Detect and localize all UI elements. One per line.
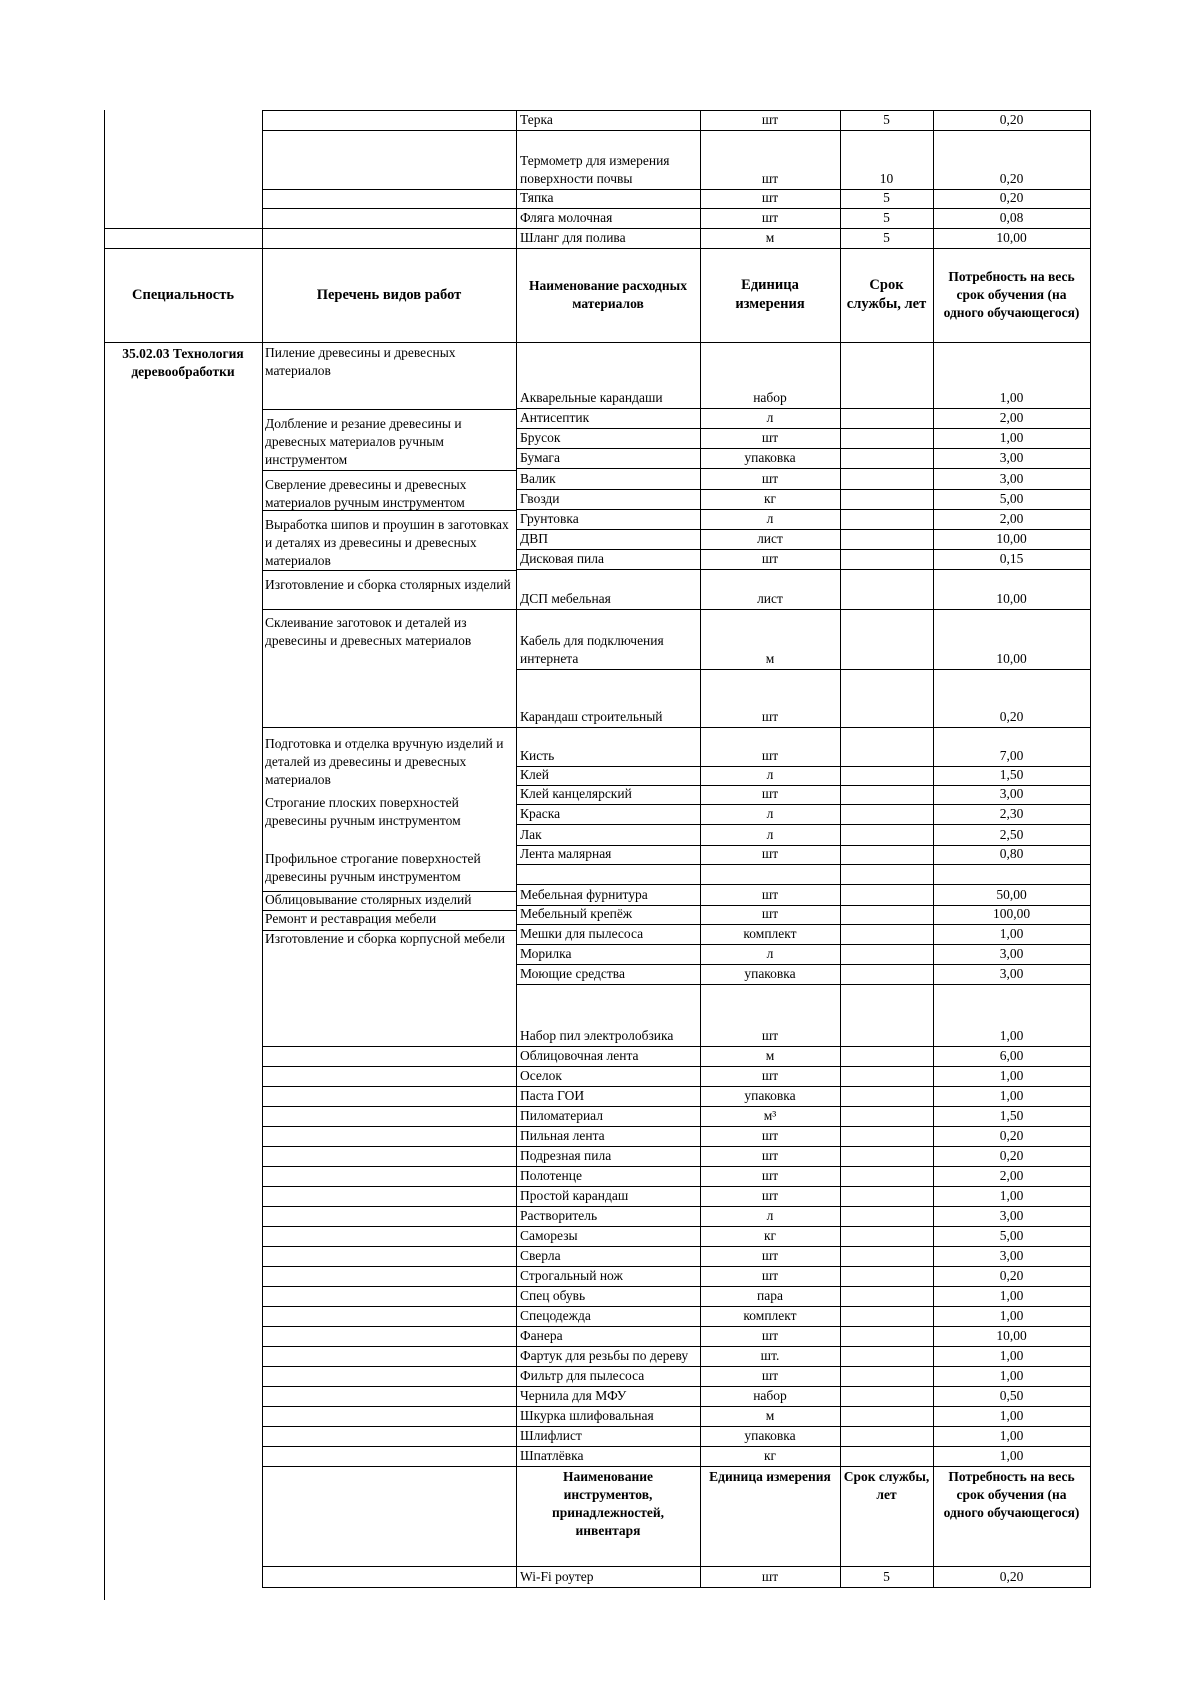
row-rule [262,1326,517,1327]
unit-cell: шт [761,748,779,763]
material-name: Облицовочная лента [520,1048,639,1063]
column-rule [1090,110,1091,248]
requirement-cell: 0,20 [999,112,1024,127]
requirement-cell: 2,00 [999,410,1024,425]
work-type-11: Ремонт и реставрация мебели [265,911,437,926]
tools-header-service-life: Срок службы, лет [843,1469,930,1502]
requirement-cell: 1,00 [999,926,1024,941]
requirement-cell: 1,00 [999,1288,1024,1303]
service-life-cell: 5 [883,1569,890,1584]
material-name: Паста ГОИ [520,1088,585,1103]
material-name: Оселок [520,1068,562,1083]
material-name: Кисть [520,748,555,763]
row-rule [516,864,1091,865]
row-rule [262,1186,517,1187]
row-rule [262,1587,1091,1588]
row-rule [262,1426,517,1427]
requirement-cell: 1,00 [999,1088,1024,1103]
column-rule [516,110,517,248]
unit-cell: упаковка [744,1088,796,1103]
material-name: Саморезы [520,1228,578,1243]
requirement-cell: 3,00 [999,450,1024,465]
material-name: Терка [520,112,553,127]
material-name: Шланг для полива [520,230,626,245]
row-rule [262,1066,517,1067]
material-name: Морилка [520,946,572,961]
requirement-cell: 10,00 [996,651,1027,666]
material-name: Чернила для МФУ [520,1388,627,1403]
row-rule [262,1466,517,1467]
service-life-cell: 5 [883,230,890,245]
unit-cell: л [766,827,774,842]
unit-cell: шт [761,887,779,902]
material-name: Грунтовка [520,511,579,526]
column-rule [840,342,841,1587]
material-name: Фанера [520,1328,563,1343]
unit-cell: кг [763,491,777,506]
row-rule [262,1226,517,1227]
unit-cell: шт [761,471,779,486]
column-rule [516,342,517,1587]
material-name: Фляга молочная [520,210,613,225]
unit-cell: шт [761,430,779,445]
unit-cell: л [766,946,774,961]
unit-cell: шт [761,1368,779,1383]
work-type-7: Подготовка и отделка вручную изделий и деталей из древесины и древесных материалов [265,736,504,787]
material-name: Подрезная пила [520,1148,612,1163]
work-type-3: Сверление древесины и древесных материалов ручным инструментом [265,477,467,510]
requirement-cell: 0,20 [999,171,1024,186]
requirement-cell: 100,00 [992,906,1031,921]
row-rule [262,1166,517,1167]
requirement-cell: 5,00 [999,1228,1024,1243]
unit-cell: шт [761,112,779,127]
unit-cell: упаковка [744,966,796,981]
requirement-cell: 3,00 [999,966,1024,981]
unit-cell: л [766,806,774,821]
work-type-4: Выработка шипов и проушин в заготовках и деталях из древесины и древесных материалов [265,517,509,568]
unit-cell: шт [761,709,779,724]
requirement-cell: 0,08 [999,210,1024,225]
row-rule [262,727,517,728]
header-requirement: Потребность на весь срок обучения (на одного обучающегося) [943,269,1080,320]
material-name: Тяпка [520,190,554,205]
row-rule [516,1466,1091,1467]
material-name: Антисептик [520,410,590,425]
left-border [104,110,105,248]
material-name: Набор пил электролобзика [520,1028,674,1043]
unit-cell: шт [761,210,779,225]
unit-cell: шт [761,1248,779,1263]
row-rule [262,1126,517,1127]
unit-cell: шт. [760,1348,780,1363]
unit-cell: шт [761,1068,779,1083]
requirement-cell: 0,20 [999,190,1024,205]
unit-cell: комплект [743,926,797,941]
header-unit: Единица измерения [735,277,805,312]
row-rule [262,409,517,410]
requirement-cell: 10,00 [996,230,1027,245]
unit-cell: набор [753,390,787,405]
left-border [104,342,105,1600]
unit-cell: комплект [743,1308,797,1323]
requirement-cell: 1,00 [999,390,1024,405]
material-name: Мебельная фурнитура [520,887,648,902]
row-rule [262,1046,517,1047]
material-name: Спецодежда [520,1308,591,1323]
row-rule [262,1446,517,1447]
row-rule [262,1386,517,1387]
unit-cell: л [766,767,774,782]
material-name: Полотенце [520,1168,582,1183]
row-rule [262,1086,517,1087]
unit-cell: шт [761,1569,779,1584]
requirement-cell: 10,00 [996,591,1027,606]
unit-cell: шт [761,1188,779,1203]
requirement-cell: 1,00 [999,1308,1024,1323]
material-name: Акварельные карандаши [520,390,663,405]
unit-cell: л [766,511,774,526]
requirement-cell: 1,50 [999,767,1024,782]
requirement-cell: 1,00 [999,1348,1024,1363]
unit-cell: м [765,651,775,666]
tools-header-name: Наименование инструментов, принадлежностей, инвентаря [551,1469,665,1538]
unit-cell: шт [761,1148,779,1163]
material-name: Краска [520,806,561,821]
unit-cell: лист [757,531,783,546]
row-rule [262,1366,517,1367]
requirement-cell: 3,00 [999,786,1024,801]
material-name: Шпатлёвка [520,1448,584,1463]
unit-cell: шт [761,1028,779,1043]
row-rule [104,228,263,229]
material-name: Валик [520,471,556,486]
service-life-cell: 5 [883,190,890,205]
row-rule [262,1206,517,1207]
unit-cell: шт [761,906,779,921]
material-name: Пиломатериал [520,1108,604,1123]
service-life-cell: 10 [879,171,894,186]
row-rule [262,1286,517,1287]
unit-cell: пара [757,1288,783,1303]
row-rule [262,1146,517,1147]
requirement-cell: 1,00 [999,1028,1024,1043]
unit-cell: набор [753,1388,787,1403]
tools-header-requirement: Потребность на весь срок обучения (на одного обучающегося) [943,1469,1080,1520]
material-name: Термометр для измерения поверхности почвы [520,153,670,186]
unit-cell: шт [761,171,779,186]
column-rule [700,248,701,342]
requirement-cell: 2,00 [999,1168,1024,1183]
row-rule [262,1266,517,1267]
material-name: Простой карандаш [520,1188,629,1203]
requirement-cell: 1,00 [999,1068,1024,1083]
column-rule [1090,248,1091,342]
requirement-cell: 2,00 [999,511,1024,526]
material-name: Карандаш строительный [520,709,663,724]
material-name: Шкурка шлифовальная [520,1408,654,1423]
material-name: Строгальный нож [520,1268,623,1283]
tools-header-unit: Единица измерения [709,1469,831,1484]
requirement-cell: 3,00 [999,1208,1024,1223]
material-name: Растворитель [520,1208,598,1223]
requirement-cell: 10,00 [996,1328,1027,1343]
column-rule [262,110,263,248]
requirement-cell: 3,00 [999,1248,1024,1263]
requirement-cell: 50,00 [996,887,1027,902]
requirement-cell: 1,50 [999,1108,1024,1123]
material-name: Мешки для пылесоса [520,926,644,941]
material-name: Кабель для подключения интернета [520,633,664,666]
material-name: Лак [520,827,542,842]
material-name: Шлифлист [520,1428,582,1443]
requirement-cell: 0,20 [999,709,1024,724]
requirement-cell: 2,50 [999,827,1024,842]
specialty-code: 35.02.03 Технология деревообработки [122,346,244,379]
column-rule [840,248,841,342]
unit-cell: упаковка [744,450,796,465]
material-name: Моющие средства [520,966,625,981]
unit-cell: м [765,1408,775,1423]
row-rule [262,1346,517,1347]
requirement-cell: 3,00 [999,471,1024,486]
unit-cell: шт [761,1268,779,1283]
header-materials: Наименование расходных материалов [529,278,687,311]
requirement-cell: 0,15 [999,551,1024,566]
requirement-cell: 0,20 [999,1268,1024,1283]
material-name: Лента малярная [520,846,612,861]
requirement-cell: 2,30 [999,806,1024,821]
requirement-cell: 3,00 [999,946,1024,961]
unit-cell: упаковка [744,1428,796,1443]
requirement-cell: 5,00 [999,491,1024,506]
work-type-8: Строгание плоских поверхностей древесины ручным инструментом [265,795,461,828]
requirement-cell: 1,00 [999,1188,1024,1203]
material-name: Дисковая пила [520,551,604,566]
unit-cell: шт [761,1328,779,1343]
work-type-5: Изготовление и сборка столярных изделий [265,577,511,592]
work-type-1: Пиление древесины и древесных материалов [265,345,456,378]
requirement-cell: 1,00 [999,1428,1024,1443]
work-type-2: Долбление и резание древесины и древесных материалов ручным инструментом [265,416,462,467]
unit-cell: шт [761,846,779,861]
material-name: ДСП мебельная [520,591,611,606]
material-name: Гвозди [520,491,560,506]
tool-name: Wi-Fi роутер [520,1569,594,1584]
material-name: Фильтр для пылесоса [520,1368,645,1383]
requirement-cell: 0,50 [999,1388,1024,1403]
column-rule [516,248,517,342]
unit-cell: шт [761,190,779,205]
unit-cell: лист [757,591,783,606]
work-type-9: Профильное строгание поверхностей древесины ручным инструментом [265,851,481,884]
unit-cell: л [766,1208,774,1223]
unit-cell: шт [761,1168,779,1183]
column-rule [1090,342,1091,1587]
material-name: Брусок [520,430,561,445]
unit-cell: м [765,1048,775,1063]
row-rule [262,1406,517,1407]
work-type-6: Склеивание заготовок и деталей из древесины и древесных материалов [265,615,472,648]
material-name: Пильная лента [520,1128,605,1143]
service-life-cell: 5 [883,210,890,225]
requirement-cell: 1,00 [999,1368,1024,1383]
unit-cell: кг [763,1448,777,1463]
requirement-cell: 1,00 [999,1448,1024,1463]
header-works: Перечень видов работ [316,286,462,303]
requirement-cell: 1,00 [999,1408,1024,1423]
material-name: Спец обувь [520,1288,586,1303]
header-service-life: Срок службы, лет [846,277,927,312]
unit-cell: шт [761,1128,779,1143]
requirement-cell: 0,80 [999,846,1024,861]
work-type-12: Изготовление и сборка корпусной мебели [265,931,506,946]
row-rule [262,1106,517,1107]
requirement-cell: 0,20 [999,1148,1024,1163]
material-name: Фартук для резьбы по дереву [520,1348,689,1363]
row-rule [262,1306,517,1307]
header-specialty: Специальность [132,286,234,303]
unit-cell: кг [763,1228,777,1243]
unit-cell: шт [761,786,779,801]
column-rule [933,248,934,342]
service-life-cell: 5 [883,112,890,127]
material-name: Клей [520,767,549,782]
requirement-cell: 10,00 [996,531,1027,546]
unit-cell: л [766,410,774,425]
requirement-cell: 7,00 [999,748,1024,763]
requirement-cell: 1,00 [999,430,1024,445]
row-rule [262,1246,517,1247]
work-type-10: Облицовывание столярных изделий [265,892,472,907]
unit-cell: шт [761,551,779,566]
material-name: Мебельный крепёж [520,906,633,921]
material-name: ДВП [520,531,548,546]
material-name: Сверла [520,1248,561,1263]
requirement-cell: 0,20 [999,1569,1024,1584]
column-rule [262,342,263,1587]
material-name: Клей канцелярский [520,786,632,801]
unit-cell: м³ [763,1108,777,1123]
requirement-cell: 0,20 [999,1128,1024,1143]
material-name: Бумага [520,450,560,465]
requirement-cell: 6,00 [999,1048,1024,1063]
unit-cell: м [765,230,775,245]
